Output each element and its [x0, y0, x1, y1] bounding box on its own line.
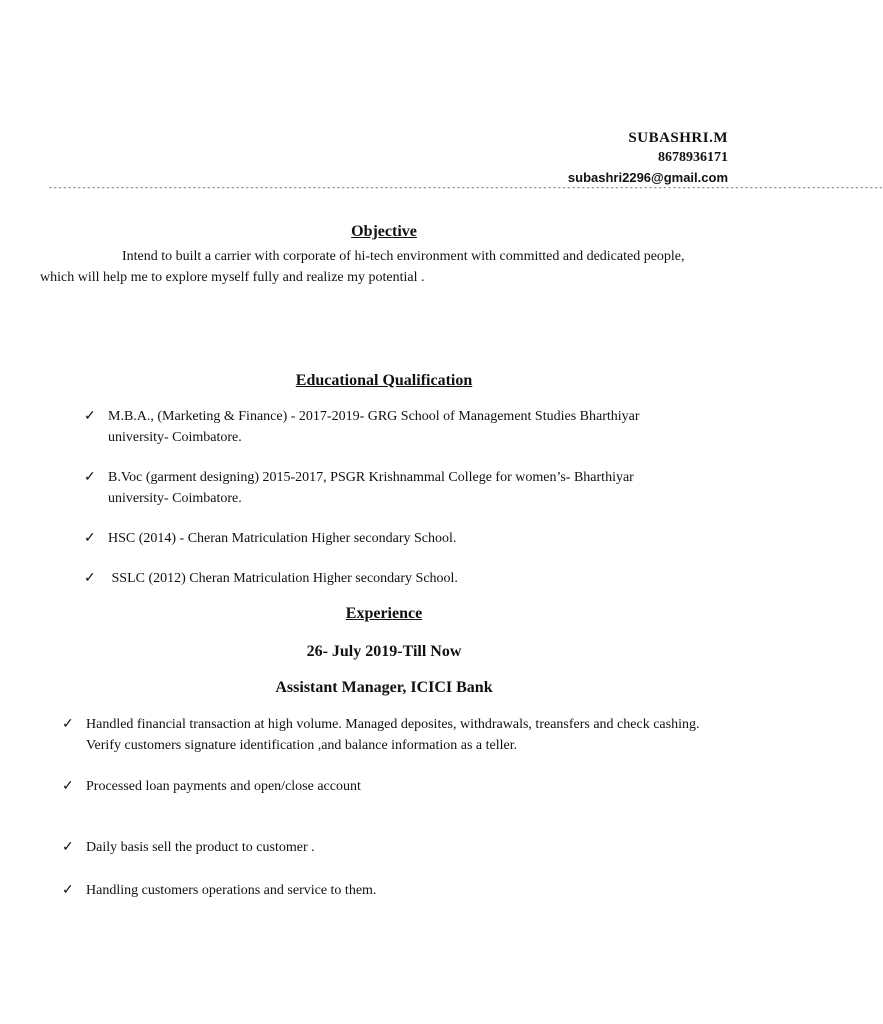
- contact-header: [568, 128, 728, 188]
- list-item: [62, 776, 702, 797]
- experience-role: Assistant Manager, ICICI Bank: [275, 679, 493, 696]
- education-item-bvoc: B.Voc (garment designing) 2015-2017, PSGR Krishnammal College for women’s- Bharthiyar university- Coimbatore.: [108, 470, 634, 506]
- email-address: subashri2296@gmail.com: [567, 170, 728, 185]
- education-list: [84, 406, 694, 589]
- list-item: [62, 837, 702, 858]
- objective-body: Intend to built a carrier with corporate of hi-tech environment with committed and dedicated people, which will help me to explore myself fully and realize my potential .: [40, 249, 685, 285]
- check-mark-icon: ✓: [62, 779, 74, 794]
- check-mark-icon: ✓: [62, 717, 74, 732]
- header-divider: ------------------------------------------------------------------------------------------------------------------------------------------------------------------------------: [48, 184, 883, 193]
- objective-heading: Objective: [351, 223, 417, 240]
- check-mark-icon: ✓: [62, 883, 74, 898]
- education-item-mba: M.B.A., (Marketing & Finance) - 2017-2019- GRG School of Management Studies Bharthiyar university- Coimbatore.: [108, 409, 640, 445]
- phone-number: 8678936171: [658, 150, 728, 165]
- check-mark-icon: ✓: [84, 409, 96, 424]
- education-item-hsc: HSC (2014) - Cheran Matriculation Higher secondary School.: [108, 531, 457, 546]
- list-item: [62, 880, 702, 901]
- list-item: [84, 467, 694, 509]
- check-mark-icon: ✓: [84, 531, 96, 546]
- experience-period: 26- July 2019-Till Now: [306, 643, 462, 660]
- experience-heading: Experience: [345, 605, 423, 622]
- list-item: [62, 714, 702, 756]
- experience-item-sales: Daily basis sell the product to customer .: [86, 840, 315, 855]
- list-item: [84, 568, 694, 589]
- check-mark-icon: ✓: [84, 470, 96, 485]
- check-mark-icon: ✓: [84, 571, 96, 586]
- experience-list: [62, 714, 702, 901]
- list-item: [84, 528, 694, 549]
- check-mark-icon: ✓: [62, 840, 74, 855]
- education-item-sslc: SSLC (2012) Cheran Matriculation Higher secondary School.: [108, 571, 458, 586]
- experience-item-transactions: Handled financial transaction at high volume. Managed deposites, withdrawals, treansfers and check cashing. Verify customers signature identification ,and balance information as a teller.: [86, 717, 700, 753]
- education-heading: Educational Qualification: [295, 372, 473, 389]
- experience-item-loans: Processed loan payments and open/close account: [86, 779, 361, 794]
- experience-item-operations: Handling customers operations and service to them.: [86, 883, 377, 898]
- objective-text: [40, 246, 700, 288]
- list-item: [84, 406, 694, 448]
- candidate-name: SUBASHRI.M: [628, 130, 728, 146]
